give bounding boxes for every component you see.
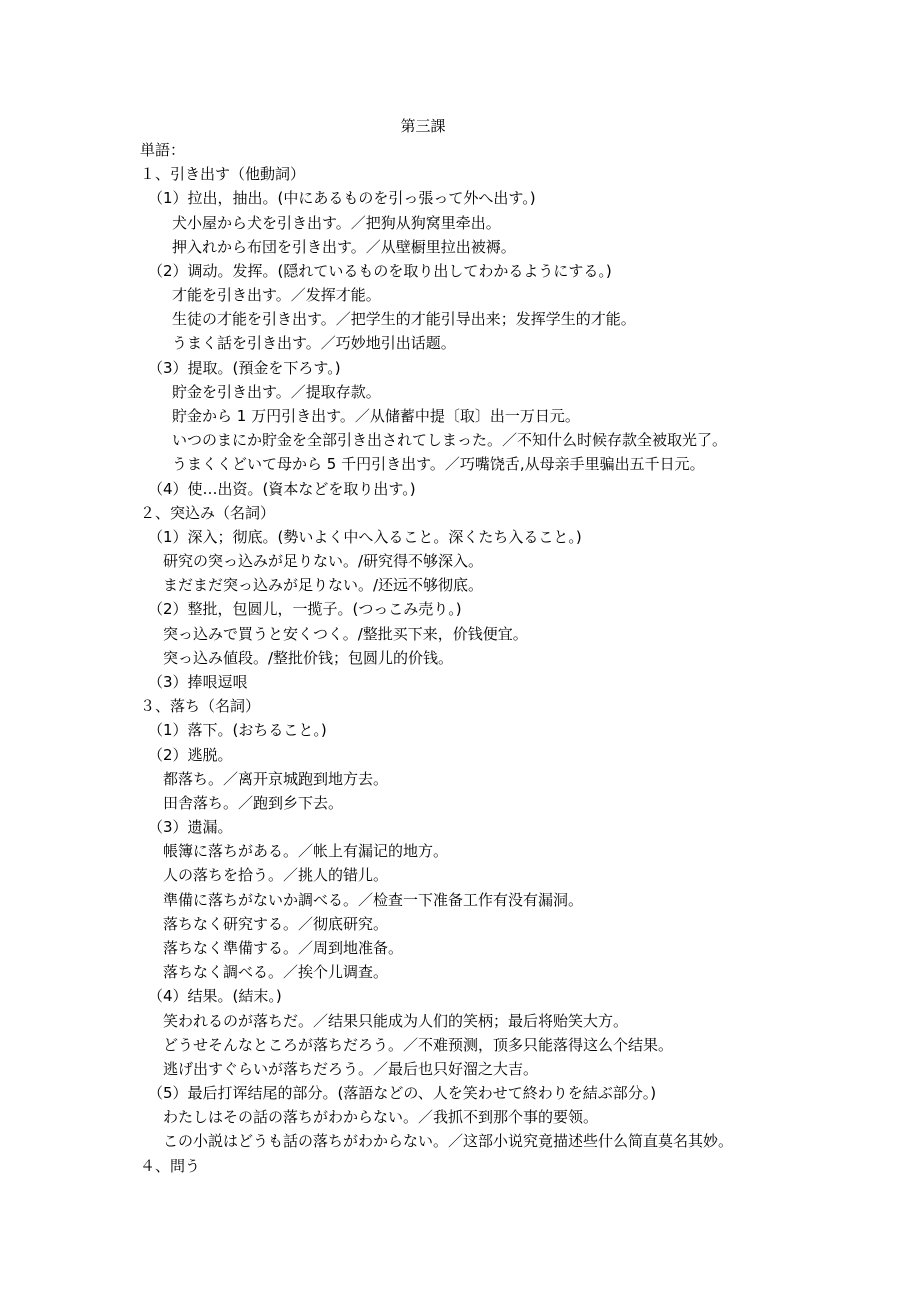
example-line: 人の落ちを拾う。／挑人的错儿。 [163,866,389,885]
example-line: 突っ込み値段。/整批价钱；包圆儿的价钱。 [163,648,454,667]
section-heading: ４、問う [140,1156,201,1175]
lesson-title: 第三課 [400,117,446,135]
example-line: 都落ち。／离开京城跑到地方去。 [163,769,389,788]
example-line: どうせそんなところが落ちだろう。／不难预测，顶多只能落得这么个结果。 [163,1035,674,1054]
example-line: わたしはその話の落ちがわからない。／我抓不到那个事的要领。 [163,1108,599,1127]
example-line: 押入れから布団を引き出す。／从壁橱里拉出被褥。 [172,237,516,256]
sense-line: （4）使…出资。(資本などを取り出す。) [148,479,416,498]
example-line: うまくくどいて母から 5 千円引き出す。／巧嘴饶舌,从母亲手里骗出五千日元。 [172,455,705,474]
example-line: 逃げ出すぐらいが落ちだろう。／最后也只好溜之大吉。 [163,1059,539,1078]
example-line: 貯金から 1 万円引き出す。／从储蓄中提〔取〕出一万日元。 [172,407,580,425]
example-line: 落ちなく調べる。／挨个儿调查。 [163,963,389,982]
sense-line: （1）拉出，抽出。(中にあるものを引っ張って外へ出す。) [148,189,536,208]
sense-line: （1）深入；彻底。(勢いよく中へ入ること。深くたち入ること。) [148,527,582,546]
section-heading: 単語： [140,141,186,159]
sense-line: （2）调动。发挥。(隠れているものを取り出してわかるようにする。) [148,261,612,280]
example-line: 落ちなく研究する。／彻底研究。 [163,914,389,933]
section-heading: ３、落ち（名詞） [140,697,261,716]
example-line: 生徒の才能を引き出す。／把学生的才能引导出来；发挥学生的才能。 [172,310,636,329]
sense-line: （1）落下。(おちること。) [148,721,327,740]
example-line: 才能を引き出す。／发挥才能。 [172,286,381,305]
sense-line: （5）最后打诨结尾的部分。(落語などの、人を笑わせて終わりを結ぶ部分。) [148,1084,657,1102]
example-line: 笑われるのが落ちだ。／结果只能成为人们的笑柄；最后将贻笑大方。 [163,1011,629,1030]
example-line: 落ちなく準備する。／周到地准备。 [163,938,404,957]
sense-line: （2）整批，包圆儿，一揽子。(つっこみ売り。) [148,600,462,619]
example-line: 突っ込みで買うと安くつく。/整批买下来，价钱便宜。 [163,624,528,643]
example-line: 田舎落ち。／跑到乡下去。 [163,793,344,812]
example-line: この小説はどうも話の落ちがわからない。／这部小说究竟描述些什么简直莫名其妙。 [163,1132,734,1151]
sense-line: （2）逃脱。 [148,745,233,764]
section-heading: １、引き出す（他動詞） [140,165,306,184]
example-line: 貯金を引き出す。／提取存款。 [172,382,381,401]
example-line: 研究の突っ込みが足りない。/研究得不够深入。 [163,552,484,571]
example-line: まだまだ突っ込みが足りない。/还远不够彻底。 [163,576,484,595]
sense-line: （3）提取。(預金を下ろす。) [148,358,341,377]
sense-line: （3）遗漏。 [148,818,233,836]
section-heading: ２、突込み（名詞） [140,503,276,522]
example-line: 犬小屋から犬を引き出す。／把狗从狗窝里牵出。 [172,213,501,232]
example-line: 帳簿に落ちがある。／帐上有漏记的地方。 [163,842,449,861]
sense-line: （4）结果。(結末。) [148,987,282,1006]
example-line: いつのまにか貯金を全部引き出されてしまった。／不知什么时候存款全被取光了。 [172,431,728,450]
sense-line: （3）捧哏逗哏 [148,673,248,691]
example-line: 準備に落ちがないか調べる。／检查一下准备工作有没有漏洞。 [163,890,584,909]
example-line: うまく話を引き出す。／巧妙地引出话题。 [172,334,456,353]
